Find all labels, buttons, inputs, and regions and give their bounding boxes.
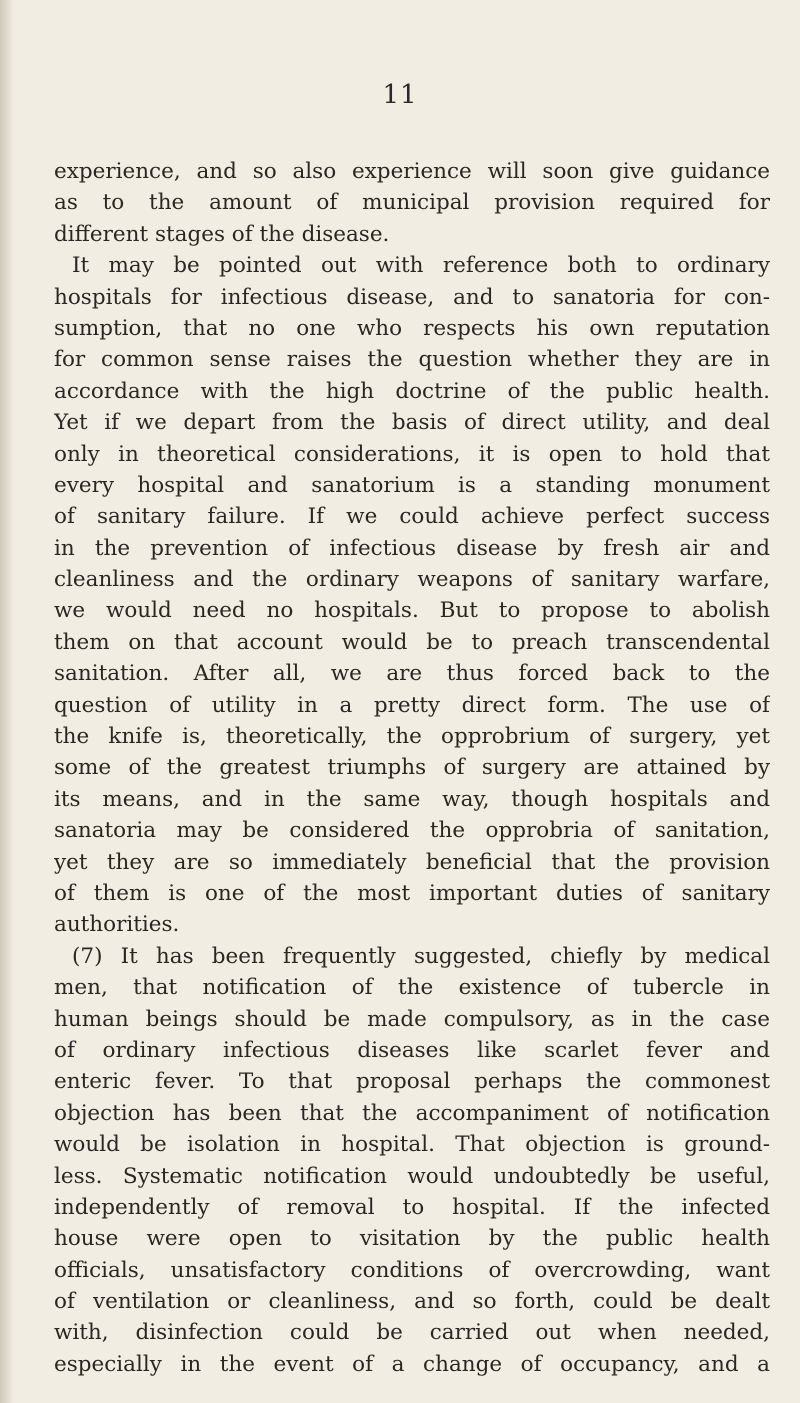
text-line: house were open to visitation by the public health	[54, 1226, 770, 1252]
page-number: 11	[382, 80, 418, 110]
text-line: Yet if we depart from the basis of direct utility, and deal	[54, 410, 770, 436]
text-line: accordance with the high doctrine of the public health.	[54, 378, 770, 404]
text-line: (7) It has been frequently suggested, chiefly by medical	[72, 943, 770, 969]
text-line: as to the amount of municipal provision required for	[54, 190, 770, 216]
text-line: for common sense raises the question whether they are in	[54, 347, 770, 373]
text-line: men, that notification of the existence of tubercle in	[54, 975, 770, 1001]
text-line: human beings should be made compulsory, as in the case	[54, 1006, 770, 1032]
text-line: yet they are so immediately beneficial that the provision	[54, 849, 770, 875]
text-line: its means, and in the same way, though hospitals and	[54, 786, 770, 812]
text-line: objection has been that the accompaniment of notification	[54, 1100, 770, 1126]
page-gutter-shadow	[0, 0, 14, 1403]
text-line: in the prevention of infectious disease by fresh air and	[54, 535, 770, 561]
text-line: cleanliness and the ordinary weapons of sanitary warfare,	[54, 567, 770, 593]
text-line: them on that account would be to preach transcendental	[54, 629, 770, 655]
text-line: of them is one of the most important duties of sanitary	[54, 880, 770, 906]
text-line: every hospital and sanatorium is a standing monument	[54, 472, 770, 498]
text-line: sanatoria may be considered the opprobria of sanitation,	[54, 818, 770, 844]
text-line: especially in the event of a change of occupancy, and a	[54, 1351, 770, 1377]
text-line: question of utility in a pretty direct form. The use of	[54, 692, 770, 718]
text-line: hospitals for infectious disease, and to sanatoria for con-	[54, 284, 770, 310]
text-line: enteric fever. To that proposal perhaps the commonest	[54, 1069, 770, 1095]
text-line: sanitation. After all, we are thus forced back to the	[54, 661, 770, 687]
text-line: we would need no hospitals. But to propose to abolish	[54, 598, 770, 624]
text-line: officials, unsatisfactory conditions of overcrowding, want	[54, 1257, 770, 1283]
text-line: would be isolation in hospital. That objection is ground-	[54, 1132, 770, 1158]
text-line: of ordinary infectious diseases like scarlet fever and	[54, 1037, 770, 1063]
text-line: It may be pointed out with reference both to ordinary	[72, 253, 770, 279]
text-line: independently of removal to hospital. If the infected	[54, 1194, 770, 1220]
text-line: with, disinfection could be carried out when needed,	[54, 1320, 770, 1346]
text-line: different stages of the disease.	[54, 221, 390, 247]
text-line: authorities.	[54, 912, 180, 938]
text-line: of ventilation or cleanliness, and so forth, could be dealt	[54, 1289, 770, 1315]
text-line: the knife is, theoretically, the opprobrium of surgery, yet	[54, 724, 770, 750]
text-line: experience, and so also experience will soon give guidance	[54, 159, 770, 184]
text-line: less. Systematic notification would undoubtedly be useful,	[54, 1163, 770, 1189]
text-line: only in theoretical considerations, it is open to hold that	[54, 441, 770, 467]
text-line: of sanitary failure. If we could achieve perfect success	[54, 504, 770, 530]
text-line: some of the greatest triumphs of surgery are attained by	[54, 755, 770, 781]
text-line: sumption, that no one who respects his own reputation	[54, 315, 770, 341]
body-text	[54, 156, 770, 1380]
